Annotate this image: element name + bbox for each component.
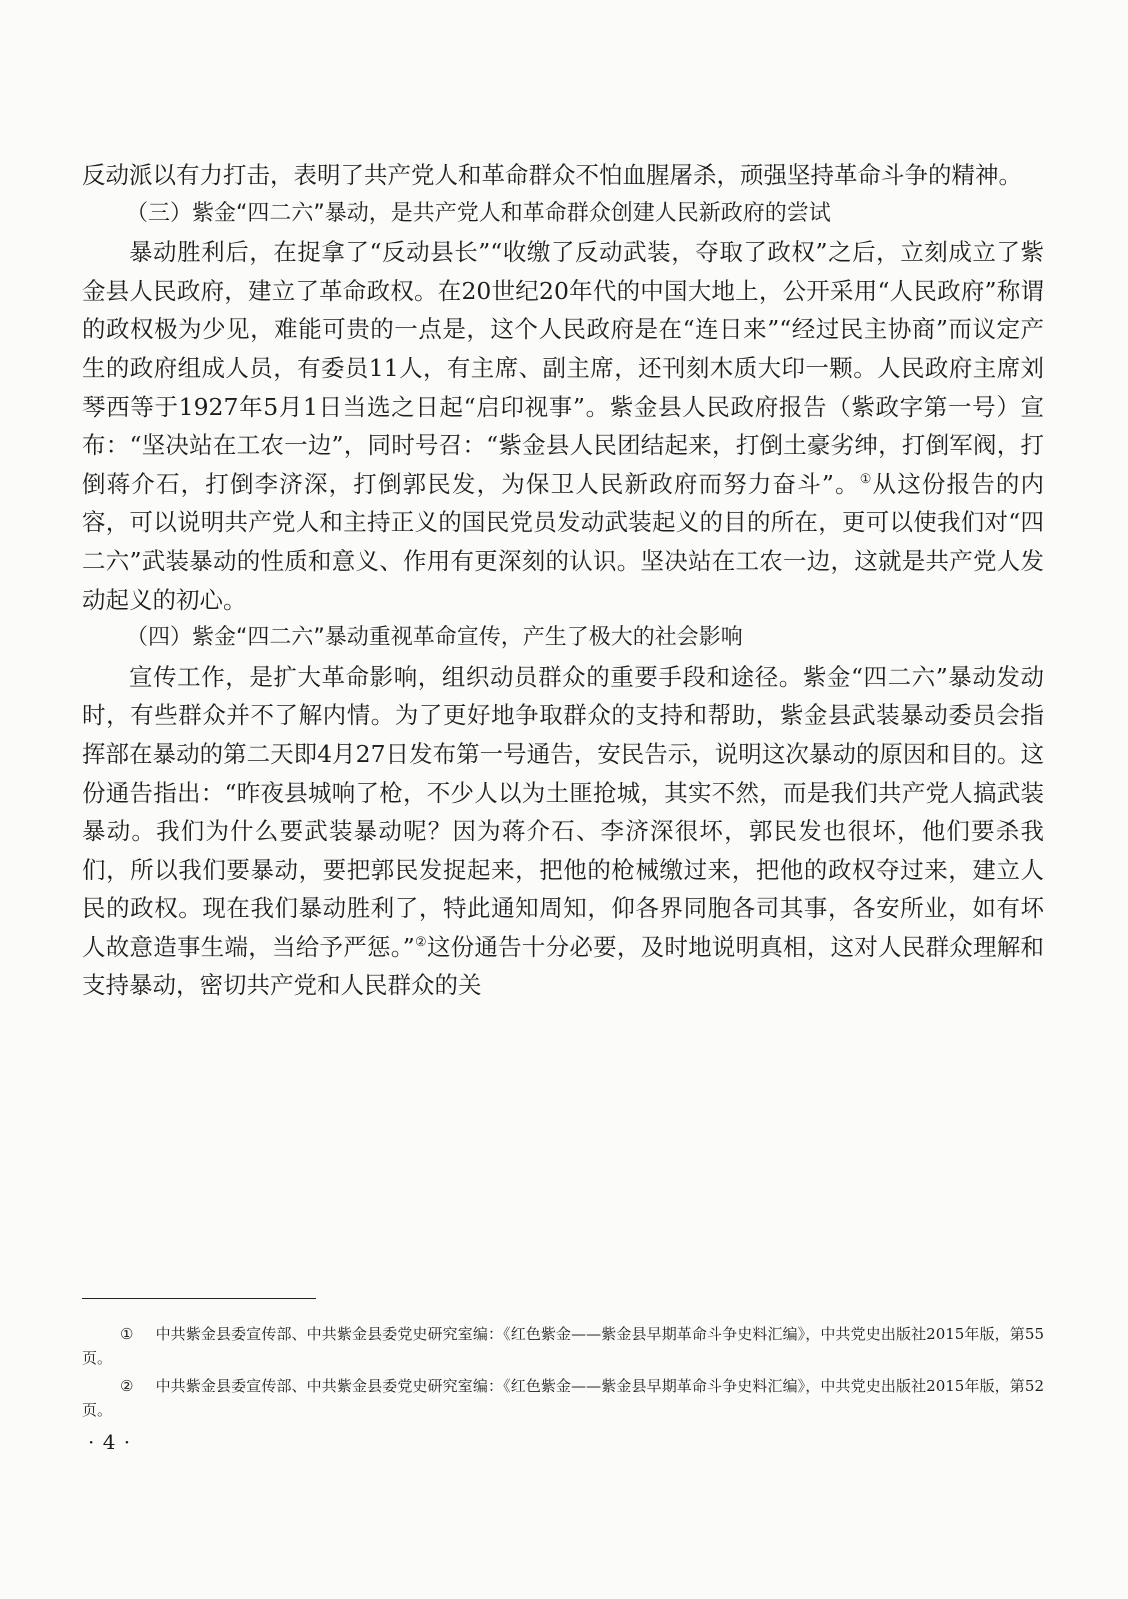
body-text (82, 156, 1044, 1005)
section-heading (82, 195, 1044, 234)
paragraph-text: 暴动胜利后，在捉拿了“反动县长”“收缴了反动武装，夺取了政权”之后，立刻成立了紫金县人民政府，建立了革命政权。在20世纪20年代的中国大地上，公开采用“人民政府”称谓的政权极为少见，难能可贵的一点是，这个人民政府是在“连日来”“经过民主协商”而议定产生的政府组成人员，有委员11人，有主席、副主席，还刊刻木质大印一颗。人民政府主席刘琴西等于1927年5月1日当选之日起“启印视事”。紫金县人民政府报告（紫政字第一号）宣布：“坚决站在工农一边”，同时号召：“紫金县人民团结起来，打倒土豪劣绅，打倒军阀，打倒蒋介石，打倒李济深，打倒郭民发，为保卫人民新政府而努力奋斗”。 (82, 238, 1044, 498)
paragraph-text: （四）紫金“四二六”暴动重视革命宣传，产生了极大的社会影响 (126, 625, 743, 651)
paragraph-text: 反动派以有力打击，表明了共产党人和革命群众不怕血腥屠杀，顽强坚持革命斗争的精神。 (82, 161, 1022, 189)
footnotes (82, 1322, 1044, 1426)
paragraph-text: 这份通告十分必要，及时地说明真相，这对人民群众理解和支持暴动，密切共产党和人民群众的关 (82, 932, 1045, 1000)
paragraph-text: （三）紫金“四二六”暴动，是共产党人和革命群众创建人民新政府的尝试 (126, 200, 831, 226)
footnote-divider (82, 1298, 316, 1299)
paragraph (82, 156, 1044, 195)
paragraph-text: 宣传工作，是扩大革命影响，组织动员群众的重要手段和途径。紫金“四二六”暴动发动时，有些群众并不了解内情。为了更好地争取群众的支持和帮助，紫金县武装暴动委员会指挥部在暴动的第二天即4月27日发布第一号通告，安民告示，说明这次暴动的原因和目的。这份通告指出：“昨夜县城响了枪，不少人以为土匪抢城，其实不然，而是我们共产党人搞武装暴动。我们为什么要武装暴动呢？因为蒋介石、李济深很坏，郭民发也很坏，他们要杀我们，所以我们要暴动，要把郭民发捉起来，把他的枪械缴过来，把他的政权夺过来，建立人民的政权。现在我们暴动胜利了，特此通知周知，仰各界同胞各司其事，各安所业，如有坏人故意造事生端，当给予严惩。” (82, 662, 1044, 961)
footnote-ref: ② (414, 934, 427, 950)
footnote-ref: ① (859, 471, 873, 487)
section-heading (82, 619, 1044, 658)
footnote (82, 1374, 1044, 1422)
page-number: · 4 · (88, 1430, 132, 1454)
paragraph (82, 233, 1044, 619)
paragraph (82, 658, 1044, 1005)
footnote (82, 1322, 1044, 1370)
footnote-text: 中共紫金县委宣传部、中共紫金县委党史研究室编：《红色紫金——紫金县早期革命斗争史料汇编》，中共党史出版社2015年版，第55页。 (82, 1325, 1044, 1367)
footnote-mark: ② (120, 1377, 134, 1395)
footnote-text: 中共紫金县委宣传部、中共紫金县委党史研究室编：《红色紫金——紫金县早期革命斗争史料汇编》，中共党史出版社2015年版，第52页。 (82, 1377, 1044, 1419)
paragraph-text: 从这份报告的内容，可以说明共产党人和主持正义的国民党员发动武装起义的目的所在，更可以使我们对“四二六”武装暴动的性质和意义、作用有更深刻的认识。坚决站在工农一边，这就是共产党人发动起义的初心。 (82, 469, 1045, 614)
footnote-mark: ① (120, 1325, 134, 1343)
